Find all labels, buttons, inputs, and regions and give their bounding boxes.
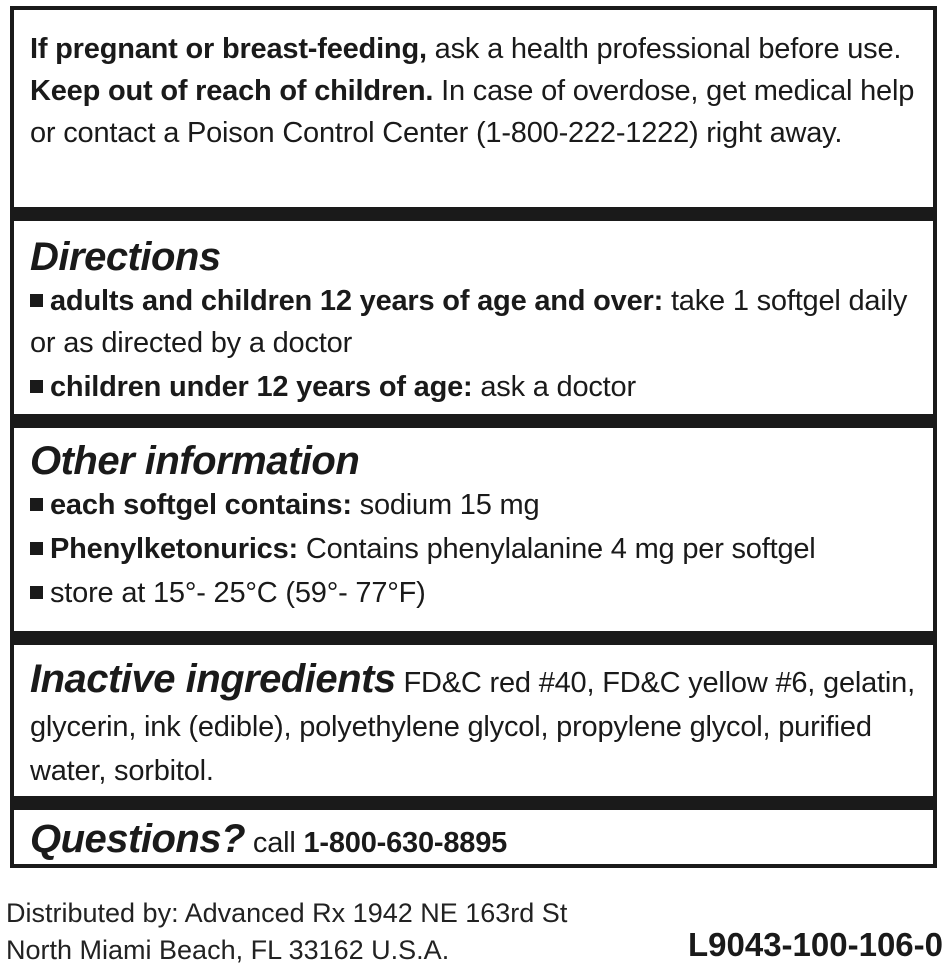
directions-heading: Directions: [30, 235, 221, 279]
other-info-item-phenylketonurics-text: Contains phenylalanine 4 mg per softgel: [298, 533, 816, 565]
questions-phone-number: 1-800-630-8895: [303, 827, 508, 859]
bullet-square-icon: [30, 542, 43, 555]
bullet-square-icon: [30, 498, 43, 511]
questions-section: [30, 816, 923, 864]
drug-facts-panel: [10, 6, 937, 868]
other-information-section: [30, 438, 923, 614]
other-info-item-storage: [30, 572, 923, 614]
warnings-section: [30, 28, 923, 154]
other-info-item-storage-text: store at 15°- 25°C (59°- 77°F): [50, 577, 426, 609]
directions-section: [30, 234, 923, 408]
other-info-item-softgel-label: each softgel contains:: [50, 489, 352, 521]
bullet-square-icon: [30, 586, 43, 599]
bullet-square-icon: [30, 294, 43, 307]
directions-item-children-text: ask a doctor: [472, 371, 636, 403]
overdose-warning-text: In case of overdose, get medical help or contact a Poison Control Center (1-800-222-1222) right away.: [30, 75, 915, 149]
directions-item-adults-text: take 1 softgel daily or as directed by a doctor: [30, 285, 908, 359]
bullet-square-icon: [30, 380, 43, 393]
other-info-item-phenylketonurics: [30, 528, 923, 570]
directions-item-children-label: children under 12 years of age:: [50, 371, 473, 403]
children-warning-heading: Keep out of reach of children.: [30, 75, 434, 107]
questions-heading: Questions?: [30, 817, 246, 861]
other-info-item-softgel-text: sodium 15 mg: [351, 489, 540, 521]
lot-code: L9043-100-106-0: [687, 926, 943, 963]
directions-item-adults: [30, 280, 923, 364]
other-info-item-phenylketonurics-label: Phenylketonurics:: [50, 533, 298, 565]
other-information-heading: Other information: [30, 439, 360, 483]
section-divider: [14, 631, 933, 645]
section-divider: [14, 796, 933, 810]
inactive-ingredients-heading: Inactive ingredients: [30, 657, 396, 701]
directions-item-children: [30, 366, 923, 408]
section-divider: [14, 207, 933, 221]
inactive-ingredients-text: FD&C red #40, FD&C yellow #6, gelatin, glycerin, ink (edible), polyethylene glycol, propylene glycol, purified water, sorbitol.: [30, 667, 915, 787]
directions-item-adults-label: adults and children 12 years of age and over:: [50, 285, 664, 317]
distributor-line-2: North Miami Beach, FL 33162 U.S.A.: [6, 935, 450, 965]
questions-call-text: call: [245, 827, 304, 859]
section-divider: [14, 414, 933, 428]
other-info-item-softgel: [30, 484, 923, 526]
pregnant-warning-heading: If pregnant or breast-feeding,: [30, 33, 427, 65]
pregnant-warning-text: ask a health professional before use.: [426, 33, 902, 65]
distributor-line-1: Distributed by: Advanced Rx 1942 NE 163rd St: [6, 898, 568, 928]
distributor-info: [6, 895, 567, 969]
inactive-ingredients-section: [30, 656, 923, 793]
